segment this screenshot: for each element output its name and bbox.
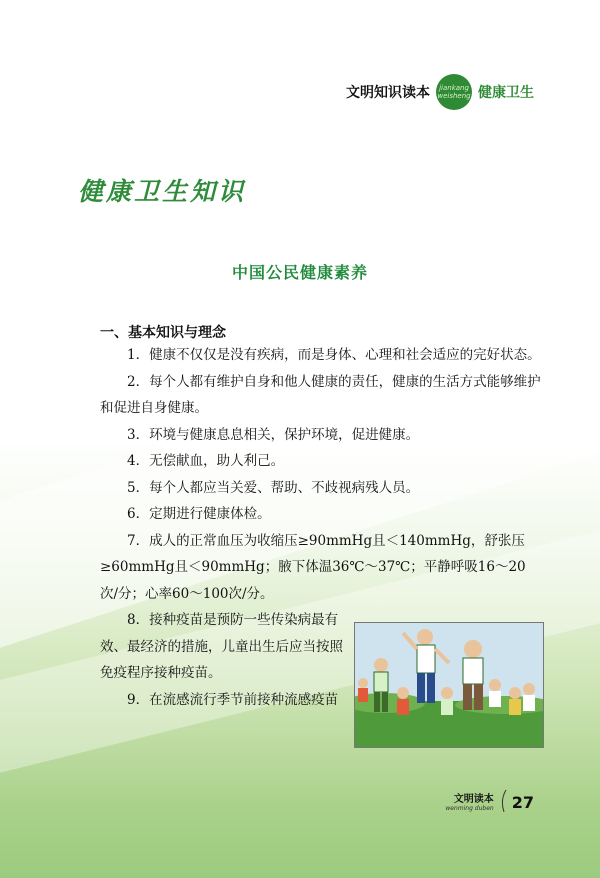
header-badge-icon	[436, 74, 472, 110]
running-header	[346, 74, 534, 110]
footer-divider-icon	[498, 790, 508, 812]
list-item: 7．成人的正常血压为收缩压≥90mmHg且＜140mmHg，舒张压≥60mmHg且＜90mmHg；腋下体温36℃～37℃；平静呼吸16～20次/分；心率60～100次/分。	[100, 532, 526, 602]
list-item: 1．健康不仅仅是没有疾病，而是身体、心理和社会适应的完好状态。	[127, 347, 541, 363]
list-item: 9．在流感流行季节前接种流感疫苗	[127, 691, 339, 708]
footer-series-title: 文明读本	[453, 794, 494, 805]
list-item: 8．接种疫苗是预防一些传染病最有效、最经济的措施，儿童出生后应当按照免疫程序接种疫苗。	[100, 612, 343, 681]
header-series-title: 文明知识读本	[346, 85, 430, 101]
page-footer	[445, 790, 534, 812]
list-item: 5．每个人都应当关爱、帮助、不歧视病残人员。	[127, 479, 420, 496]
list-item: 6．定期进行健康体检。	[127, 506, 271, 522]
badge-pinyin-line2: weisheng	[437, 92, 471, 100]
badge-pinyin-line1: jiankang	[439, 84, 469, 92]
page-number: 27	[511, 793, 534, 812]
section-title: 健康卫生知识	[78, 177, 247, 206]
footer-pinyin: wenming duben	[445, 805, 494, 812]
list-item: 3．环境与健康息息相关，保护环境，促进健康。	[127, 426, 420, 443]
page-subtitle: 中国公民健康素养	[231, 263, 368, 282]
section-heading: 一、基本知识与理念	[100, 325, 226, 341]
header-topic: 健康卫生	[478, 85, 534, 101]
list-item: 4．无偿献血，助人利己。	[127, 453, 285, 469]
running-people-illustration	[354, 622, 544, 748]
list-item: 2．每个人都有维护自身和他人健康的责任，健康的生活方式能够维护和促进自身健康。	[100, 373, 541, 416]
